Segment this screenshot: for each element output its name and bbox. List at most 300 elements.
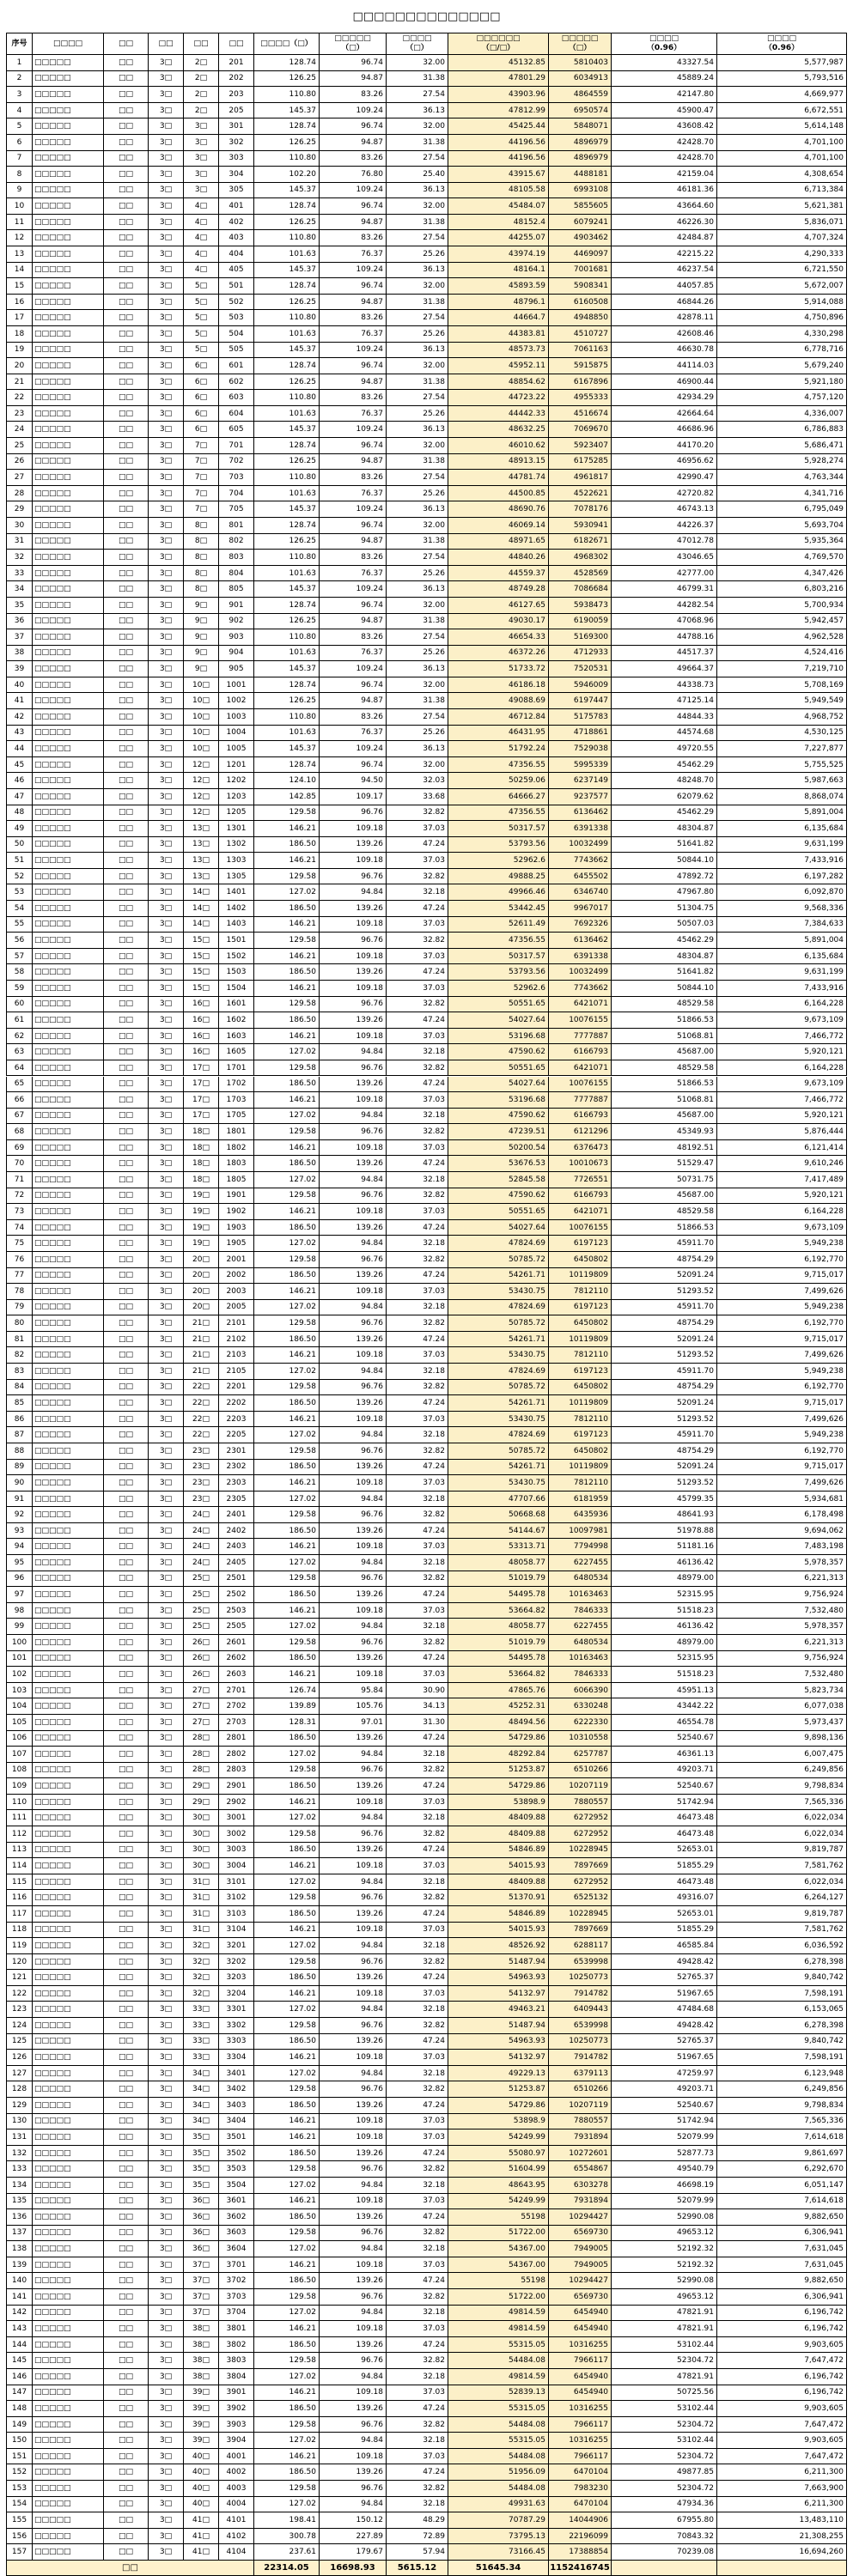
col-total-price: 10207119 <box>549 1778 612 1795</box>
col-total-price: 10032499 <box>549 964 612 981</box>
col-area: 146.21 <box>254 2321 320 2337</box>
col-building: 3□ <box>149 2353 184 2369</box>
col-building: 3□ <box>149 1347 184 1364</box>
col-total-price: 6539998 <box>549 2018 612 2034</box>
col-building: 3□ <box>149 71 184 88</box>
col-discount-total-price: 5,949,549 <box>717 693 847 709</box>
col-project: □□□□□ <box>33 438 104 454</box>
table-row <box>6 949 847 965</box>
col-discount-total-price: 4,707,324 <box>717 230 847 246</box>
col-total-price: 10228945 <box>549 1843 612 1859</box>
col-total-price: 4955333 <box>549 390 612 406</box>
col-discount-unit-price: 52304.72 <box>612 2417 717 2433</box>
col-area: 146.21 <box>254 1092 320 1109</box>
col-unit-price: 55315.05 <box>448 2433 549 2449</box>
col-area: 128.74 <box>254 278 320 295</box>
header-label: □□ <box>158 39 174 48</box>
table-row <box>6 1412 847 1428</box>
col-building: 3□ <box>149 1731 184 1747</box>
col-type: □□ <box>104 2194 149 2210</box>
col-area: 129.58 <box>254 2161 320 2178</box>
col-area: 127.02 <box>254 884 320 901</box>
col-area: 129.58 <box>254 1507 320 1523</box>
col-building: 3□ <box>149 118 184 135</box>
col-project: □□□□□ <box>33 1188 104 1205</box>
col-building: 3□ <box>149 2449 184 2465</box>
col-building: 3□ <box>149 1667 184 1683</box>
col-inner-area: 94.84 <box>320 1300 387 1316</box>
col-discount-total-price: 6,292,670 <box>717 2161 847 2178</box>
col-area: 110.80 <box>254 151 320 167</box>
col-total-price: 7897669 <box>549 1923 612 1939</box>
col-project: □□□□□ <box>33 1124 104 1140</box>
col-discount-total-price: 5,793,516 <box>717 71 847 88</box>
col-type: □□ <box>104 454 149 471</box>
col-shared-area: 47.24 <box>387 1651 448 1668</box>
col-no: 82 <box>6 1347 33 1364</box>
table-row <box>6 1092 847 1109</box>
col-area: 128.74 <box>254 358 320 374</box>
col-project: □□□□□ <box>33 1315 104 1332</box>
col-area: 146.21 <box>254 1347 320 1364</box>
col-discount-total-price: 6,192,770 <box>717 1315 847 1332</box>
table-row <box>6 598 847 614</box>
col-project: □□□□□ <box>33 2129 104 2146</box>
col-type: □□ <box>104 1012 149 1029</box>
table-row <box>6 1571 847 1588</box>
col-total-price: 6237149 <box>549 773 612 789</box>
col-total-price: 6391338 <box>549 821 612 837</box>
col-total-price: 6181959 <box>549 1492 612 1508</box>
col-room: 2202 <box>219 1395 254 1412</box>
col-discount-unit-price: 49664.37 <box>612 661 717 677</box>
table-row <box>6 1843 847 1859</box>
col-unit-price: 47356.55 <box>448 933 549 949</box>
col-unit-price: 50785.72 <box>448 1252 549 1268</box>
col-no: 9 <box>6 183 33 199</box>
col-unit-price: 50668.68 <box>448 1507 549 1523</box>
col-inner-area: 83.26 <box>320 87 387 103</box>
col-inner-area: 139.26 <box>320 1332 387 1348</box>
col-discount-total-price: 6,278,398 <box>717 2018 847 2034</box>
col-area: 145.37 <box>254 263 320 279</box>
col-total-price: 7846333 <box>549 1667 612 1683</box>
col-type: □□ <box>104 2385 149 2402</box>
col-room: 904 <box>219 646 254 662</box>
col-building: 3□ <box>149 1492 184 1508</box>
col-building: 3□ <box>149 1188 184 1205</box>
header-col-unit-price <box>448 33 549 55</box>
col-shared-area: 32.18 <box>387 2178 448 2194</box>
col-type: □□ <box>104 2464 149 2481</box>
col-floor: 5□ <box>184 326 219 343</box>
col-type: □□ <box>104 2034 149 2050</box>
col-inner-area: 94.84 <box>320 2369 387 2385</box>
table-row <box>6 2529 847 2545</box>
col-discount-unit-price: 45911.70 <box>612 1364 717 1380</box>
total-inner-area: 16698.93 <box>320 2561 387 2576</box>
col-floor: 4□ <box>184 198 219 215</box>
col-type: □□ <box>104 1332 149 1348</box>
col-shared-area: 37.03 <box>387 1858 448 1874</box>
col-total-price: 6066390 <box>549 1683 612 1699</box>
col-type: □□ <box>104 1698 149 1715</box>
col-no: 99 <box>6 1619 33 1635</box>
col-inner-area: 94.87 <box>320 374 387 391</box>
col-room: 1805 <box>219 1172 254 1188</box>
col-floor: 24□ <box>184 1555 219 1571</box>
col-no: 106 <box>6 1731 33 1747</box>
col-unit-price: 48058.77 <box>448 1619 549 1635</box>
col-no: 27 <box>6 470 33 486</box>
col-unit-price: 46712.84 <box>448 709 549 726</box>
col-shared-area: 37.03 <box>387 2129 448 2146</box>
col-no: 131 <box>6 2129 33 2146</box>
col-room: 3803 <box>219 2353 254 2369</box>
col-inner-area: 139.26 <box>320 1970 387 1986</box>
col-discount-total-price: 9,882,650 <box>717 2209 847 2226</box>
col-inner-area: 94.84 <box>320 1172 387 1188</box>
col-discount-unit-price: 43664.60 <box>612 198 717 215</box>
col-discount-unit-price: 46473.48 <box>612 1874 717 1891</box>
col-area: 146.21 <box>254 1539 320 1555</box>
col-building: 3□ <box>149 1938 184 1954</box>
col-total-price: 17388854 <box>549 2544 612 2561</box>
col-total-price: 14044906 <box>549 2512 612 2529</box>
col-unit-price: 47824.69 <box>448 1300 549 1316</box>
col-floor: 34□ <box>184 2066 219 2082</box>
col-room: 3804 <box>219 2369 254 2385</box>
col-building: 3□ <box>149 581 184 598</box>
col-area: 146.21 <box>254 1204 320 1220</box>
col-discount-total-price: 9,756,924 <box>717 1651 847 1668</box>
col-room: 304 <box>219 167 254 183</box>
col-total-price: 6950574 <box>549 103 612 119</box>
col-room: 403 <box>219 230 254 246</box>
col-floor: 3□ <box>184 118 219 135</box>
col-project: □□□□□ <box>33 2066 104 2082</box>
col-building: 3□ <box>149 661 184 677</box>
col-discount-unit-price: 51855.29 <box>612 1858 717 1874</box>
col-inner-area: 139.26 <box>320 2401 387 2417</box>
col-floor: 32□ <box>184 1954 219 1971</box>
col-shared-area: 47.24 <box>387 2337 448 2354</box>
col-building: 3□ <box>149 917 184 933</box>
col-type: □□ <box>104 2146 149 2162</box>
col-room: 604 <box>219 406 254 422</box>
col-discount-total-price: 9,840,742 <box>717 2034 847 2050</box>
col-discount-total-price: 6,022,034 <box>717 1826 847 1843</box>
col-inner-area: 76.37 <box>320 726 387 742</box>
col-unit-price: 45484.07 <box>448 198 549 215</box>
col-total-price: 6569730 <box>549 2289 612 2306</box>
col-type: □□ <box>104 1188 149 1205</box>
col-type: □□ <box>104 884 149 901</box>
col-shared-area: 36.13 <box>387 501 448 518</box>
col-floor: 24□ <box>184 1539 219 1555</box>
col-building: 3□ <box>149 598 184 614</box>
col-type: □□ <box>104 1890 149 1906</box>
col-inner-area: 76.80 <box>320 167 387 183</box>
col-shared-area: 32.18 <box>387 1810 448 1826</box>
col-shared-area: 32.82 <box>387 2161 448 2178</box>
col-discount-total-price: 9,903,605 <box>717 2433 847 2449</box>
col-no: 135 <box>6 2194 33 2210</box>
col-building: 3□ <box>149 1077 184 1093</box>
table-row <box>6 1044 847 1060</box>
col-no: 88 <box>6 1443 33 1460</box>
col-shared-area: 32.82 <box>387 1571 448 1588</box>
col-room: 2401 <box>219 1507 254 1523</box>
col-discount-total-price: 7,483,198 <box>717 1539 847 1555</box>
col-discount-total-price: 6,211,300 <box>717 2497 847 2513</box>
col-discount-total-price: 5,949,238 <box>717 1236 847 1252</box>
col-building: 3□ <box>149 741 184 757</box>
col-discount-unit-price: 46844.26 <box>612 295 717 311</box>
col-floor: 8□ <box>184 581 219 598</box>
col-discount-total-price: 7,532,480 <box>717 1603 847 1619</box>
col-shared-area: 47.24 <box>387 901 448 917</box>
col-room: 1901 <box>219 1188 254 1205</box>
col-project: □□□□□ <box>33 2273 104 2289</box>
col-building: 3□ <box>149 821 184 837</box>
col-total-price: 6272952 <box>549 1810 612 1826</box>
col-unit-price: 48643.95 <box>448 2178 549 2194</box>
col-project: □□□□□ <box>33 390 104 406</box>
col-building: 3□ <box>149 2385 184 2402</box>
col-room: 805 <box>219 581 254 598</box>
col-building: 3□ <box>149 1970 184 1986</box>
col-unit-price: 55198 <box>448 2273 549 2289</box>
col-floor: 17□ <box>184 1077 219 1093</box>
col-unit-price: 48494.56 <box>448 1715 549 1731</box>
col-shared-area: 32.18 <box>387 2433 448 2449</box>
col-inner-area: 109.24 <box>320 741 387 757</box>
col-room: 3103 <box>219 1906 254 1923</box>
col-type: □□ <box>104 677 149 694</box>
col-inner-area: 109.18 <box>320 1140 387 1157</box>
col-floor: 39□ <box>184 2433 219 2449</box>
col-shared-area: 34.13 <box>387 1698 448 1715</box>
col-discount-total-price: 9,882,650 <box>717 2273 847 2289</box>
col-area: 127.02 <box>254 1300 320 1316</box>
col-type: □□ <box>104 1683 149 1699</box>
col-unit-price: 49931.63 <box>448 2497 549 2513</box>
col-total-price: 10316255 <box>549 2401 612 2417</box>
col-room: 1905 <box>219 1236 254 1252</box>
col-total-price: 5848071 <box>549 118 612 135</box>
col-area: 129.58 <box>254 1571 320 1588</box>
col-inner-area: 109.24 <box>320 661 387 677</box>
col-no: 86 <box>6 1412 33 1428</box>
col-building: 3□ <box>149 981 184 997</box>
col-unit-price: 44255.07 <box>448 230 549 246</box>
col-area: 127.02 <box>254 1810 320 1826</box>
col-unit-price: 49814.59 <box>448 2321 549 2337</box>
col-area: 146.21 <box>254 2385 320 2402</box>
col-building: 3□ <box>149 2529 184 2545</box>
col-no: 1 <box>6 55 33 71</box>
col-discount-unit-price: 48979.00 <box>612 1571 717 1588</box>
col-inner-area: 109.18 <box>320 1667 387 1683</box>
col-project: □□□□□ <box>33 295 104 311</box>
col-project: □□□□□ <box>33 2178 104 2194</box>
col-project: □□□□□ <box>33 646 104 662</box>
col-area: 146.21 <box>254 2194 320 2210</box>
col-discount-unit-price: 47934.36 <box>612 2497 717 2513</box>
col-type: □□ <box>104 1923 149 1939</box>
col-unit-price: 44559.37 <box>448 566 549 582</box>
col-total-price: 7777887 <box>549 1092 612 1109</box>
col-discount-total-price: 4,341,716 <box>717 486 847 502</box>
col-building: 3□ <box>149 2433 184 2449</box>
col-discount-total-price: 9,798,834 <box>717 1778 847 1795</box>
col-shared-area: 32.82 <box>387 1124 448 1140</box>
col-total-price: 6175285 <box>549 454 612 471</box>
col-area: 127.02 <box>254 1044 320 1060</box>
col-project: □□□□□ <box>33 614 104 630</box>
table-row <box>6 135 847 151</box>
col-building: 3□ <box>149 964 184 981</box>
col-floor: 5□ <box>184 278 219 295</box>
col-project: □□□□□ <box>33 1954 104 1971</box>
col-total-price: 10316255 <box>549 2433 612 2449</box>
col-room: 303 <box>219 151 254 167</box>
col-no: 22 <box>6 390 33 406</box>
col-discount-unit-price: 46743.13 <box>612 501 717 518</box>
col-discount-unit-price: 45911.70 <box>612 1427 717 1443</box>
table-row <box>6 1475 847 1492</box>
col-inner-area: 97.01 <box>320 1715 387 1731</box>
col-type: □□ <box>104 2289 149 2306</box>
col-type: □□ <box>104 1443 149 1460</box>
col-room: 1002 <box>219 693 254 709</box>
table-row <box>6 2433 847 2449</box>
col-discount-unit-price: 42215.22 <box>612 246 717 263</box>
col-unit-price: 53430.75 <box>448 1475 549 1492</box>
col-area: 129.58 <box>254 1826 320 1843</box>
col-area: 186.50 <box>254 837 320 854</box>
col-area: 186.50 <box>254 1460 320 1476</box>
col-inner-area: 150.12 <box>320 2512 387 2529</box>
col-shared-area: 37.03 <box>387 1204 448 1220</box>
col-no: 52 <box>6 869 33 885</box>
col-discount-unit-price: 47892.72 <box>612 869 717 885</box>
col-type: □□ <box>104 2018 149 2034</box>
col-inner-area: 94.84 <box>320 2002 387 2018</box>
col-floor: 34□ <box>184 2114 219 2130</box>
col-inner-area: 109.24 <box>320 263 387 279</box>
col-project: □□□□□ <box>33 2018 104 2034</box>
col-shared-area: 32.82 <box>387 1635 448 1651</box>
col-area: 186.50 <box>254 2337 320 2354</box>
table-row <box>6 1124 847 1140</box>
col-area: 186.50 <box>254 1778 320 1795</box>
col-building: 3□ <box>149 1460 184 1476</box>
col-discount-unit-price: 46799.31 <box>612 581 717 598</box>
col-project: □□□□□ <box>33 693 104 709</box>
col-no: 89 <box>6 1460 33 1476</box>
col-discount-total-price: 5,978,357 <box>717 1619 847 1635</box>
col-unit-price: 55198 <box>448 2209 549 2226</box>
col-no: 116 <box>6 1890 33 1906</box>
col-unit-price: 51604.99 <box>448 2161 549 2178</box>
col-building: 3□ <box>149 2464 184 2481</box>
table-row <box>6 198 847 215</box>
table-row <box>6 518 847 534</box>
col-inner-area: 96.76 <box>320 2353 387 2369</box>
col-discount-unit-price: 49316.07 <box>612 1890 717 1906</box>
col-building: 3□ <box>149 1427 184 1443</box>
col-no: 156 <box>6 2529 33 2545</box>
col-shared-area: 32.00 <box>387 55 448 71</box>
col-room: 1501 <box>219 933 254 949</box>
col-room: 704 <box>219 486 254 502</box>
col-total-price: 7078176 <box>549 501 612 518</box>
table-row <box>6 1220 847 1236</box>
col-unit-price: 54963.93 <box>448 2034 549 2050</box>
col-room: 505 <box>219 343 254 359</box>
col-discount-unit-price: 47967.80 <box>612 884 717 901</box>
col-unit-price: 54015.93 <box>448 1858 549 1874</box>
col-inner-area: 96.74 <box>320 358 387 374</box>
col-type: □□ <box>104 2481 149 2497</box>
col-total-price: 6450802 <box>549 1315 612 1332</box>
col-discount-unit-price: 48529.58 <box>612 997 717 1013</box>
col-floor: 39□ <box>184 2401 219 2417</box>
col-floor: 27□ <box>184 1715 219 1731</box>
col-discount-unit-price: 47484.68 <box>612 2002 717 2018</box>
col-area: 129.58 <box>254 933 320 949</box>
col-unit-price: 50551.65 <box>448 1060 549 1077</box>
col-shared-area: 32.18 <box>387 1300 448 1316</box>
col-area: 127.02 <box>254 1938 320 1954</box>
col-no: 79 <box>6 1300 33 1316</box>
col-discount-total-price: 4,308,654 <box>717 167 847 183</box>
col-project: □□□□□ <box>33 2194 104 2210</box>
col-floor: 25□ <box>184 1603 219 1619</box>
col-floor: 20□ <box>184 1300 219 1316</box>
col-total-price: 10294427 <box>549 2273 612 2289</box>
col-project: □□□□□ <box>33 581 104 598</box>
col-project: □□□□□ <box>33 1826 104 1843</box>
col-shared-area: 37.03 <box>387 2385 448 2402</box>
col-discount-unit-price: 52653.01 <box>612 1843 717 1859</box>
col-shared-area: 32.00 <box>387 358 448 374</box>
table-row <box>6 2002 847 2018</box>
col-shared-area: 37.03 <box>387 1029 448 1045</box>
col-no: 11 <box>6 215 33 231</box>
col-shared-area: 32.18 <box>387 1044 448 1060</box>
col-area: 300.78 <box>254 2529 320 2545</box>
col-shared-area: 32.18 <box>387 2306 448 2322</box>
col-type: □□ <box>104 1124 149 1140</box>
col-project: □□□□□ <box>33 2512 104 2529</box>
col-total-price: 5915875 <box>549 358 612 374</box>
col-project: □□□□□ <box>33 1060 104 1077</box>
col-shared-area: 32.82 <box>387 2289 448 2306</box>
col-shared-area: 47.24 <box>387 1906 448 1923</box>
col-floor: 27□ <box>184 1698 219 1715</box>
col-project: □□□□□ <box>33 2385 104 2402</box>
col-type: □□ <box>104 1236 149 1252</box>
col-building: 3□ <box>149 629 184 646</box>
col-inner-area: 94.84 <box>320 2306 387 2322</box>
col-room: 1802 <box>219 1140 254 1157</box>
header-col-no <box>6 33 33 55</box>
col-area: 110.80 <box>254 709 320 726</box>
col-building: 3□ <box>149 773 184 789</box>
